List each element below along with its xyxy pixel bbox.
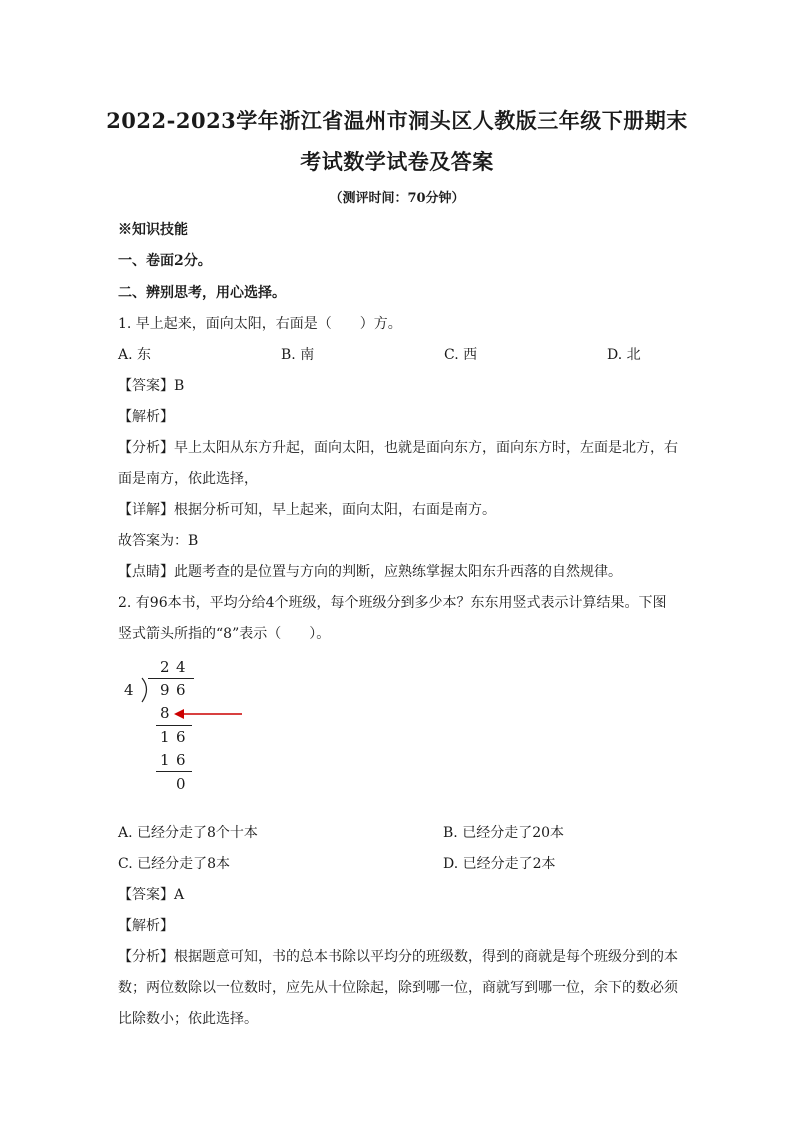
q2-analysis-label: 【解析】: [118, 918, 174, 934]
q2-stem-line2: 竖式箭头所指的“8”表示（ ）。: [118, 626, 331, 642]
step2-digit-tens: 1: [160, 728, 170, 746]
q2-fenxi-line1: 【分析】根据题意可知，书的总本书除以平均分的班级数，得到的商就是每个班级分到的本: [118, 949, 678, 965]
q2-fenxi-line3: 比除数小；依此选择。: [118, 1011, 258, 1027]
q2-option-d: D. 已经分走了2本: [443, 856, 556, 872]
part2-heading: 二、辨别思考，用心选择。: [118, 285, 286, 301]
part1-heading: 一、卷面2分。: [118, 253, 212, 269]
q1-fenxi-line1: 【分析】早上太阳从东方升起，面向太阳，也就是面向东方，面向东方时，左面是北方，右: [118, 440, 678, 456]
division-bracket: [140, 677, 152, 703]
step3-digit-ones: 6: [176, 751, 186, 769]
q1-stem: 1. 早上起来，面向太阳，右面是（ ）方。: [118, 316, 402, 332]
long-division-figure: [118, 655, 278, 800]
q1-xiangjie: 【详解】根据分析可知，早上起来，面向太阳，右面是南方。: [118, 502, 496, 518]
division-bar: [148, 678, 194, 679]
dividend-digit-ones: 6: [176, 681, 186, 699]
q1-option-a: A. 东: [118, 347, 152, 363]
q2-stem-line1: 2. 有96本书，平均分给4个班级，每个班级分到多少本？东东用竖式表示计算结果。下图: [118, 595, 667, 611]
page-title-line1: 2022-2023学年浙江省温州市洞头区人教版三年级下册期末: [106, 108, 688, 133]
quotient-digit-ones: 4: [176, 658, 186, 676]
step3-underline: [156, 771, 192, 772]
q1-analysis-label: 【解析】: [118, 409, 174, 425]
section-header: ※知识技能: [118, 222, 188, 238]
step1-digit: 8: [160, 704, 170, 722]
q2-fenxi-line2: 数；两位数除以一位数时，应先从十位除起，除到哪一位，商就写到哪一位，余下的数必须: [118, 980, 678, 996]
step2-digit-ones: 6: [176, 728, 186, 746]
q2-option-b: B. 已经分走了20本: [443, 825, 565, 841]
remainder-digit: 0: [176, 775, 186, 793]
dividend-digit-tens: 9: [160, 681, 170, 699]
divisor-digit: 4: [124, 681, 134, 699]
q1-dianjing: 【点睛】此题考查的是位置与方向的判断，应熟练掌握太阳东升西落的自然规律。: [118, 564, 622, 580]
q1-option-d: D. 北: [607, 347, 641, 363]
page-subtitle: （测评时间：70分钟）: [329, 191, 465, 206]
q1-answer: 【答案】B: [118, 378, 185, 394]
q1-conclusion: 故答案为：B: [118, 533, 199, 549]
q1-option-b: B. 南: [281, 347, 315, 363]
step1-underline: [156, 725, 192, 726]
red-arrow-icon: [172, 707, 244, 721]
q2-option-a: A. 已经分走了8个十本: [118, 825, 258, 841]
q2-answer: 【答案】A: [118, 887, 185, 903]
step3-digit-tens: 1: [160, 751, 170, 769]
q2-option-c: C. 已经分走了8本: [118, 856, 231, 872]
quotient-digit-tens: 2: [160, 658, 170, 676]
q1-option-c: C. 西: [444, 347, 478, 363]
page-title-line2: 考试数学试卷及答案: [300, 149, 494, 174]
q1-fenxi-line2: 面是南方，依此选择，: [118, 471, 258, 487]
